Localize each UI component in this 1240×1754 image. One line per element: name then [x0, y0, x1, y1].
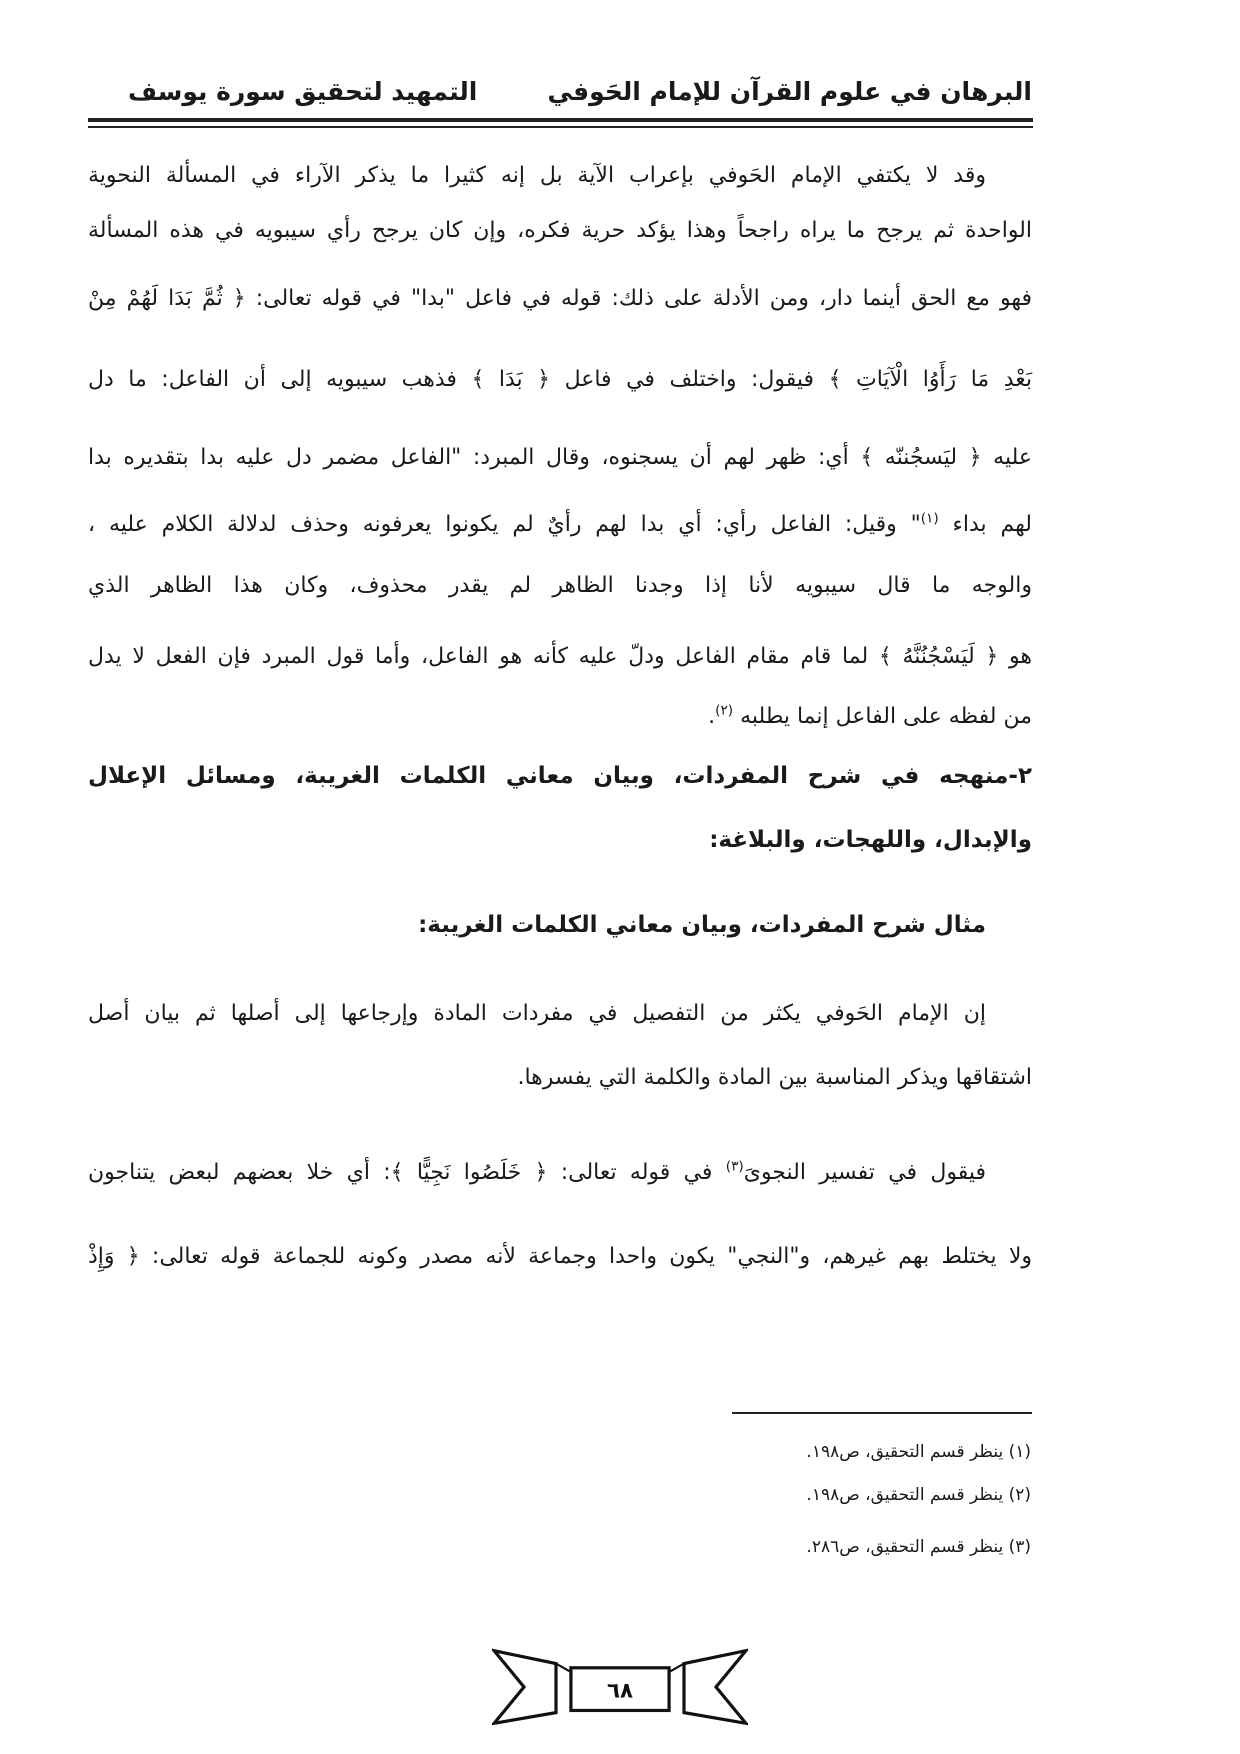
paragraph-2-line-2: اشتقاقها ويذكر المناسبة بين المادة والكلمة التي يفسرها. [517, 1065, 1032, 1090]
section-heading-line-2: والإبدال، واللهجات، والبلاغة: [709, 827, 1032, 853]
paragraph-3-line-1 [88, 1153, 1032, 1193]
paragraph-1-line-3: فهو مع الحق أينما دار، ومن الأدلة على ذلك: قوله في فاعل "بدا" في قوله تعالى: ﴿ ثُمَّ بَدَا لَهُمْ مِنْ [88, 286, 1032, 311]
line-text-after-note: في قوله تعالى: ﴿ خَلَصُوا نَجِيًّا ﴾: أي خلا بعضهم لبعض يتناجون [88, 1160, 726, 1185]
paragraph-1-line-7: والوجه ما قال سيبويه لأنا إذا وجدنا الظاهر لم يقدر محذوف، وكان هذا الظاهر الذي [88, 573, 1032, 598]
line-text-after-note: . [708, 704, 716, 729]
line-text-before-note: فيقول في تفسير النجوىَ [743, 1160, 986, 1185]
paragraph-1-line-2: الواحدة ثم يرجح ما يراه راجحاً وهذا يؤكد حرية فكره، وإن كان يرجح رأي سيبويه في هذه المسألة [88, 218, 1032, 243]
footnote-separator [732, 1412, 1032, 1414]
line-text-after-note: " وقيل: الفاعل رأي: أي بدا لهم رأيٌ لم يكونوا يعرفونه وحذف لدلالة الكلام عليه ، [88, 512, 921, 537]
paragraph-3-line-2: ولا يختلط بهم غيرهم، و"النجي" يكون واحدا وجماعة لأنه مصدر وكونه للجماعة قوله تعالى: ﴿ وَإِذْ [88, 1244, 1032, 1269]
paragraph-1-line-4: بَعْدِ مَا رَأَوُا الْآيَاتِ ﴾ فيقول: واختلف في فاعل ﴿ بَدَا ﴾ فذهب سيبويه إلى أن الفاعل: ما دل [88, 367, 1032, 392]
footnote-marker-2: (٢) [715, 702, 734, 719]
paragraph-1-line-8: هو ﴿ لَيَسْجُنُنَّهُ ﴾ لما قام مقام الفاعل ودلّ عليه كأنه هو الفاعل، وأما قول المبرد فإن الفعل لا يدل [88, 644, 1032, 669]
line-text-before-note: من لفظه على الفاعل إنما يطلبه [733, 704, 1032, 729]
page-number-ribbon [492, 1648, 748, 1726]
footnote-marker-3: (٣) [725, 1158, 744, 1175]
paragraph-2-line-1: إن الإمام الحَوفي يكثر من التفصيل في مفردات المادة وإرجاعها إلى أصلها ثم بيان أصل [88, 1001, 986, 1026]
paragraph-1-line-9 [88, 697, 1032, 737]
header-rule-thick [88, 118, 1033, 122]
ribbon-right-wing [684, 1651, 746, 1724]
paragraph-1-line-1: وقد لا يكتفي الإمام الحَوفي بإعراب الآية بل إنه كثيرا ما يذكر الآراء في المسألة النحوية [88, 163, 986, 188]
section-heading-line-1: ٢-منهجه في شرح المفردات، وبيان معاني الكلمات الغريبة، ومسائل الإعلال [88, 763, 1032, 789]
paragraph-1-line-5: عليه ﴿ ليَسجُننّه ﴾ أي: ظهر لهم أن يسجنوه، وقال المبرد: "الفاعل مضمر دل عليه بدا بتقديره بدا [88, 445, 1032, 470]
page-number: ٦٨ [606, 1678, 634, 1704]
ribbon-fold-top-left [556, 1664, 571, 1673]
footnote-2: (٢) ينظر قسم التحقيق، ص١٩٨. [806, 1485, 1031, 1505]
header-rule-thin [88, 126, 1033, 128]
line-text-before-note: لهم بداء [938, 512, 1032, 537]
ribbon-fold-top-right [669, 1664, 684, 1673]
running-header-chapter-title: التمهيد لتحقيق سورة يوسف [128, 77, 478, 106]
footnote-1: (١) ينظر قسم التحقيق، ص١٩٨. [806, 1442, 1031, 1462]
footnote-3: (٣) ينظر قسم التحقيق، ص٢٨٦. [806, 1537, 1031, 1557]
running-header-book-title: البرهان في علوم القرآن للإمام الحَوفي [547, 77, 1032, 106]
example-subheading: مثال شرح المفردات، وبيان معاني الكلمات الغريبة: [418, 912, 986, 938]
paragraph-1-line-6 [88, 505, 1032, 545]
footnote-marker-1: (١) [920, 510, 939, 527]
ribbon-left-wing [494, 1651, 556, 1724]
